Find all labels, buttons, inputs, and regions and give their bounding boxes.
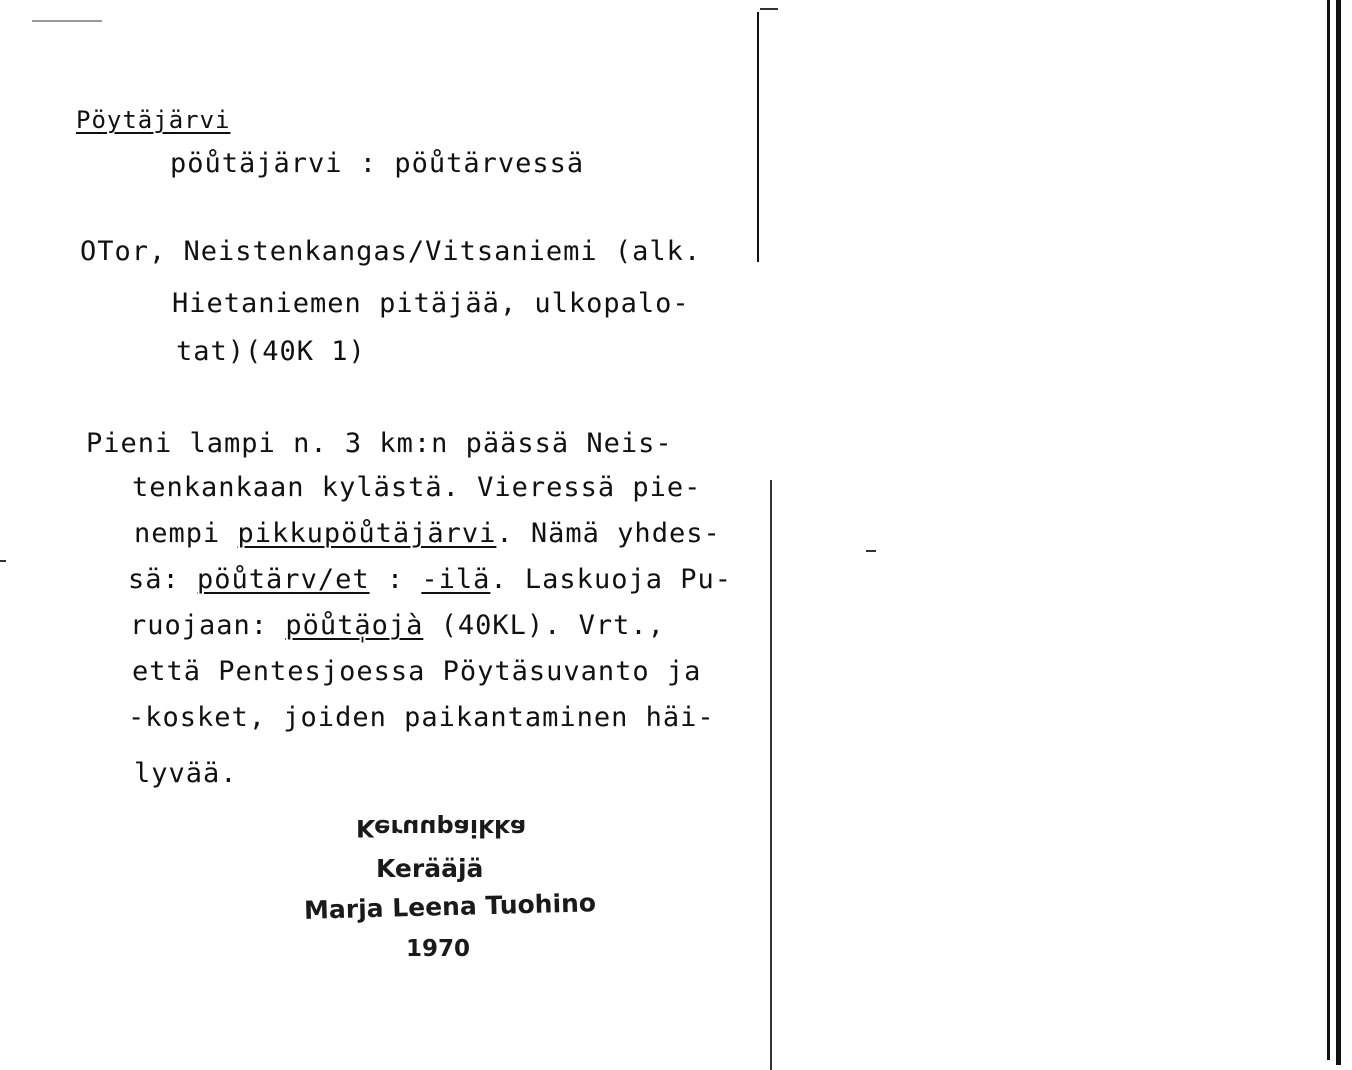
- description-line-1: Pieni lampi n. 3 km:n päässä Neis-: [86, 428, 673, 459]
- scan-speck: [32, 20, 102, 22]
- text-run: . Laskuoja Pu-: [490, 564, 732, 595]
- description-line-7: -kosket, joiden paikantaminen häi-: [128, 702, 715, 733]
- right-edge-rule: [1327, 0, 1330, 1060]
- description-line-8: lyvää.: [134, 758, 238, 789]
- scan-speck: [866, 550, 876, 552]
- stamp-line-4: 1970: [406, 936, 471, 962]
- stamp-line-1: Keruupaikka: [356, 814, 527, 842]
- description-line-5: [130, 612, 665, 639]
- text-run: nempi: [134, 518, 238, 549]
- text-run: . Nämä yhdes-: [496, 518, 721, 549]
- text-run: :: [369, 564, 422, 595]
- text-run: ruojaan:: [130, 610, 286, 641]
- card-heading: Pöytäjärvi: [76, 106, 231, 134]
- scan-speck: [0, 560, 6, 562]
- left-column-rule-lower: [770, 480, 772, 1070]
- text-run: (40KL). Vrt.,: [423, 610, 665, 641]
- description-line-4: [128, 566, 732, 593]
- scan-speck: [760, 8, 778, 10]
- name-forms: pöůtäjärvi : pöůtärvessä: [170, 148, 585, 179]
- text-run: sä:: [128, 564, 198, 595]
- underlined-name: pikkupöůtäjärvi: [237, 518, 497, 549]
- underlined-form: pöůtärv/et: [197, 564, 370, 595]
- description-line-3: [134, 520, 721, 547]
- underlined-suffix: -ilä: [421, 564, 491, 595]
- location-line-2: Hietaniemen pitäjää, ulkopalo-: [172, 288, 690, 319]
- description-line-2: tenkankaan kylästä. Vieressä pie-: [132, 472, 702, 503]
- underlined-name: pöůtä̩ojà: [285, 610, 424, 641]
- left-column-rule: [757, 12, 759, 262]
- location-line-1: OTor, Neistenkangas/Vitsaniemi (alk.: [80, 236, 702, 267]
- description-line-6: että Pentesjoessa Pöytäsuvanto ja: [132, 656, 702, 687]
- stamp-line-3: Marja Leena Tuohino: [303, 888, 597, 925]
- right-edge-rule-thick: [1336, 0, 1341, 1065]
- location-line-3: tat)(40K 1): [176, 336, 366, 367]
- stamp-line-2: Kerääjä: [376, 854, 484, 883]
